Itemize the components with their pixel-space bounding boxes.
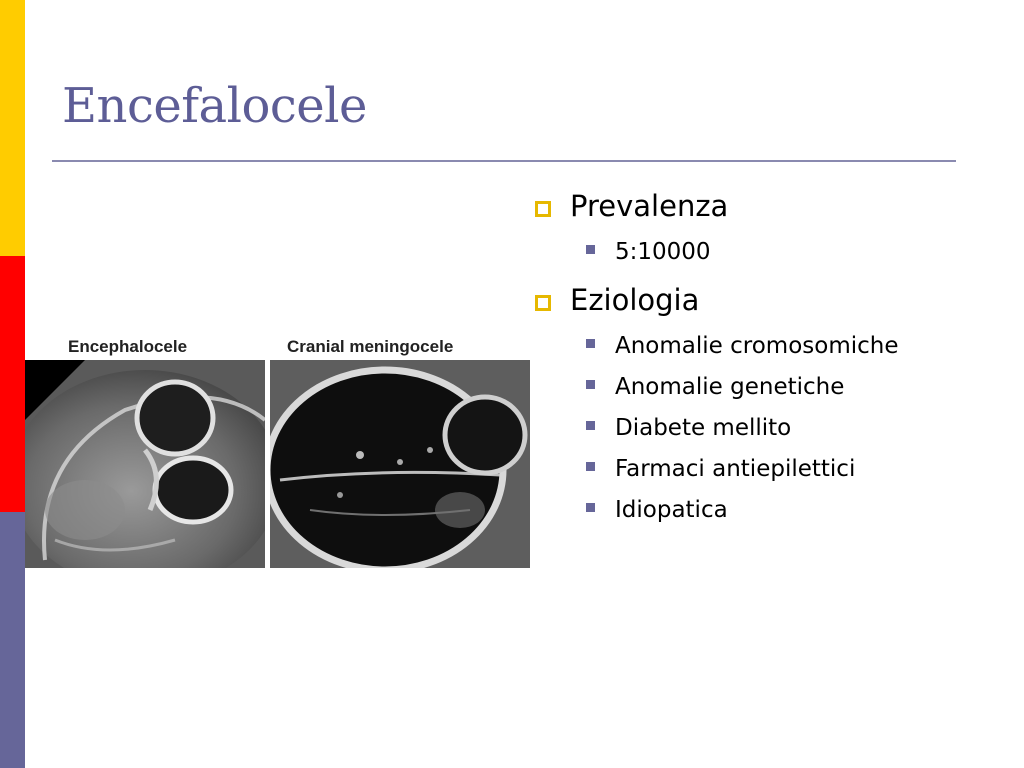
list-item — [530, 185, 970, 227]
slide-title: Encefalocele — [62, 78, 367, 134]
sub-bullet: Anomalie cromosomiche — [615, 333, 899, 359]
cranial-meningocele-label: Cranial meningocele — [287, 337, 454, 356]
side-bar-blue — [0, 512, 25, 768]
sub-list — [530, 235, 970, 269]
square-bullet-icon — [586, 339, 595, 348]
ultrasound-figure — [25, 330, 530, 568]
encephalocele-panel — [25, 330, 265, 568]
sub-bullet: Idiopatica — [615, 497, 728, 523]
sub-list — [530, 329, 970, 527]
cranial-meningocele-panel — [270, 330, 530, 568]
list-item — [530, 493, 970, 527]
square-bullet-icon — [586, 462, 595, 471]
encephalocele-label: Encephalocele — [68, 337, 188, 356]
encephalocele-ultrasound-image — [25, 360, 265, 568]
bullet-eziologia: Eziologia — [570, 283, 700, 317]
list-item — [530, 329, 970, 363]
side-bar-yellow — [0, 0, 25, 256]
sub-bullet: Farmaci antiepilettici — [615, 456, 856, 482]
sub-bullet: Diabete mellito — [615, 415, 792, 441]
list-item — [530, 370, 970, 404]
square-bullet-icon — [586, 245, 595, 254]
square-bullet-icon — [586, 380, 595, 389]
square-bullet-icon — [586, 503, 595, 512]
bullet-prevalenza: Prevalenza — [570, 189, 729, 223]
square-bullet-icon — [535, 201, 551, 217]
square-bullet-icon — [586, 421, 595, 430]
square-bullet-icon — [535, 295, 551, 311]
list-item — [530, 235, 970, 269]
cranial-meningocele-ultrasound-image — [270, 360, 530, 568]
sub-bullet: 5:10000 — [615, 239, 711, 265]
list-item — [530, 452, 970, 486]
side-bar-red — [0, 256, 25, 512]
list-item — [530, 411, 970, 445]
bullet-list — [530, 185, 970, 537]
list-item — [530, 279, 970, 321]
title-divider — [52, 160, 956, 162]
sub-bullet: Anomalie genetiche — [615, 374, 845, 400]
